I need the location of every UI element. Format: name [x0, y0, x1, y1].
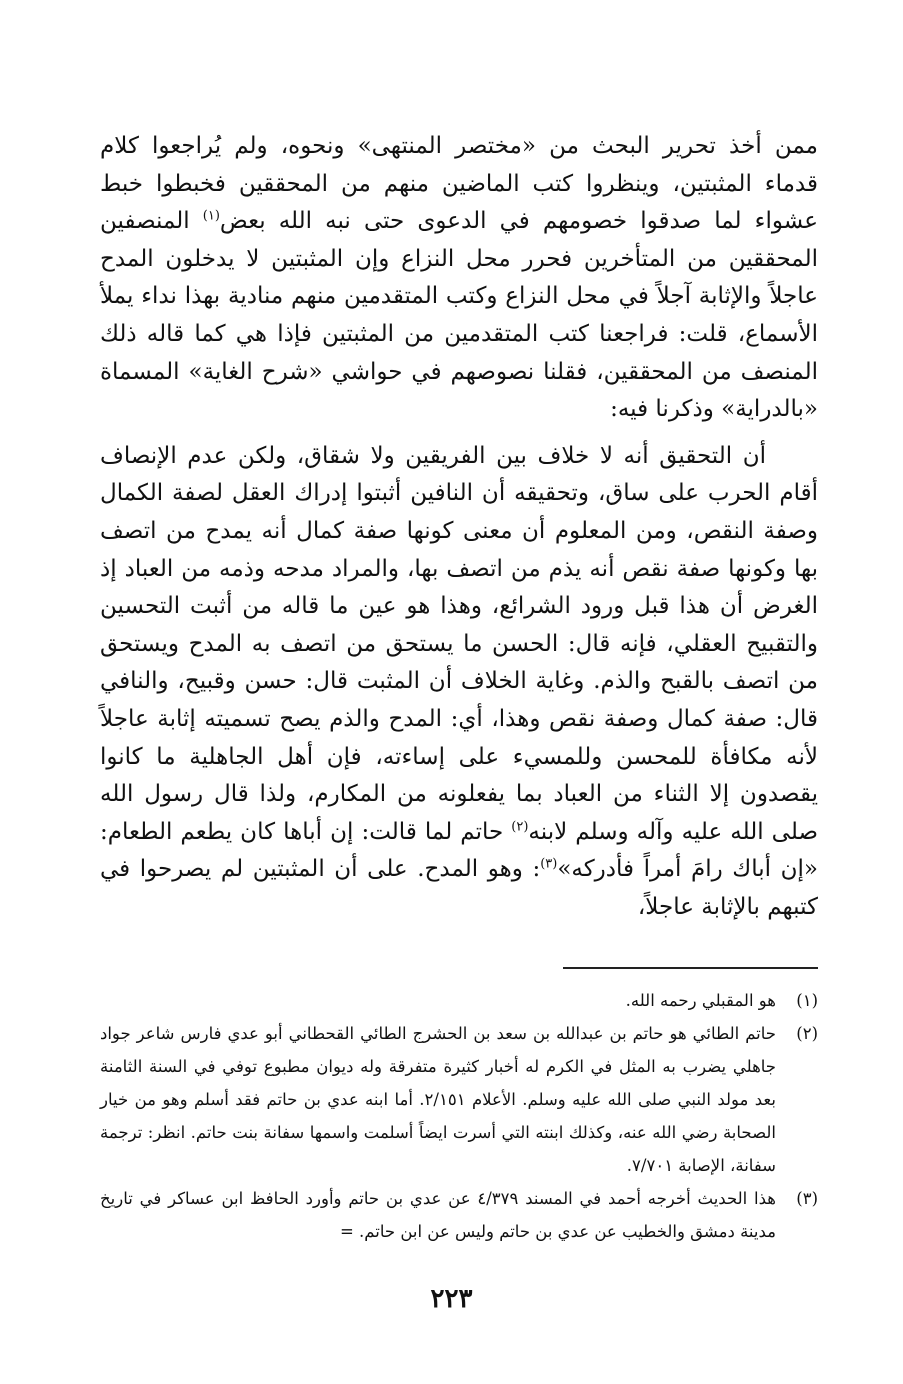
footnote-divider [563, 967, 818, 969]
footnote-1 [100, 984, 818, 1017]
footnote-text: هذا الحديث أخرجه أحمد في المسند ٤/٣٧٩ عن عدي بن حاتم وأورد الحافظ ابن عساكر في تاريخ مدينة دمشق والخطيب عن عدي بن حاتم وليس عن ابن حاتم. = [100, 1189, 776, 1241]
paragraph-2-text-b: حاتم لما قالت: إن أباها كان يطعم الطعام: «إن أباك رامَ أمراً فأدركه» [100, 818, 818, 883]
paragraph-1 [100, 128, 818, 429]
footnote-text: حاتم الطائي هو حاتم بن عبدالله بن سعد بن الحشرج الطائي القحطاني أبو عدي فارس شاعر جواد جاهلي يضرب به المثل في الكرم له أخبار كثيرة متفرقة وله ديوان مطبوع توفي في السنة الثامنة بعد مولد النبي صلى الله عليه وسلم. الأعلام ٢/١٥١. أما ابنه عدي بن حاتم فقد أسلم وهو من خيار الصحابة رضي الله عنه، وكذلك ابنته التي أسرت ايضاً أسلمت واسمها سفانة بنت حاتم. انظر: ترجمة سفانة، الإصابة ٧/٧٠١. [100, 1024, 776, 1175]
footnote-ref-3[interactable]: (٣) [540, 856, 558, 872]
footnote-number: (٢) [796, 1024, 818, 1043]
footnote-text: هو المقبلي رحمه الله. [625, 991, 776, 1010]
footnote-ref-2[interactable]: (٢) [511, 819, 529, 835]
footnote-number: (١) [796, 991, 818, 1010]
footnote-number: (٣) [796, 1189, 818, 1208]
paragraph-2-text-c: : وهو المدح. على أن المثبتين لم يصرحوا في كتبهم بالإثابة عاجلاً، [100, 856, 818, 920]
page-number: ٢٢٣ [430, 1284, 473, 1314]
paragraph-2-text-a: أن التحقيق أنه لا خلاف بين الفريقين ولا شقاق، ولكن عدم الإنصاف أقام الحرب على ساق، وتحقيقه أن النافين أثبتوا إدراك العقل لصفة الكمال وصفة النقص، ومن المعلوم أن معنى كونها صفة كمال أنه يمدح من اتصف بها وكونها صفة نقص أنه يذم من اتصف بها، والمراد مدحه وذمه من العباد إذ الغرض أن هذا قبل ورود الشرائع، وهذا هو عين ما قاله من أثبت التحسين والتقبيح العقلي، فإنه قال: الحسن ما يستحق من اتصف به المدح ويستحق من اتصف بالقبح والذم. وغاية الخلاف أن المثبت قال: حسن وقبيح، والنافي قال: صفة كمال وصفة نقص وهذا، أي: المدح والذم يصح تسميته إثابة عاجلاً لأنه مكافأة للمحسن وللمسيء على إساءته، فإن أهل الجاهلية ما كانوا يقصدون إلا الثناء من العباد بما يفعلونه من المكارم، ولذا قال رسول الله صلى الله عليه وآله وسلم لابنه [100, 442, 818, 845]
main-text [100, 128, 818, 926]
footnote-3 [100, 1182, 818, 1248]
paragraph-1-text-b: المنصفين المحققين من المتأخرين فحرر محل النزاع وإن المثبتين لا يدخلون المدح عاجلاً والإثابة آجلاً في محل النزاع وكتب المتقدمين منهم منادية بهذا نداء يملأ الأسماع، قلت: فراجعنا كتب المتقدمين من المثبتين فإذا هي كما قاله ذلك المنصف من المحققين، فقلنا نصوصهم في حواشي «شرح الغاية» المسماة «بالدراية» وذكرنا فيه: [100, 208, 818, 423]
paragraph-1-text-a: ممن أخذ تحرير البحث من «مختصر المنتهى» ونحوه، ولم يُراجعوا كلام قدماء المثبتين، وينظروا كتب الماضين منهم من المحققين فخبطوا خبط عشواء لما صدقوا خصومهم في الدعوى حتى نبه الله بعض [100, 133, 818, 235]
paragraph-2 [100, 438, 818, 927]
footnote-ref-1[interactable]: (١) [202, 208, 220, 224]
footnotes [100, 984, 818, 1248]
footnote-2 [100, 1017, 818, 1182]
